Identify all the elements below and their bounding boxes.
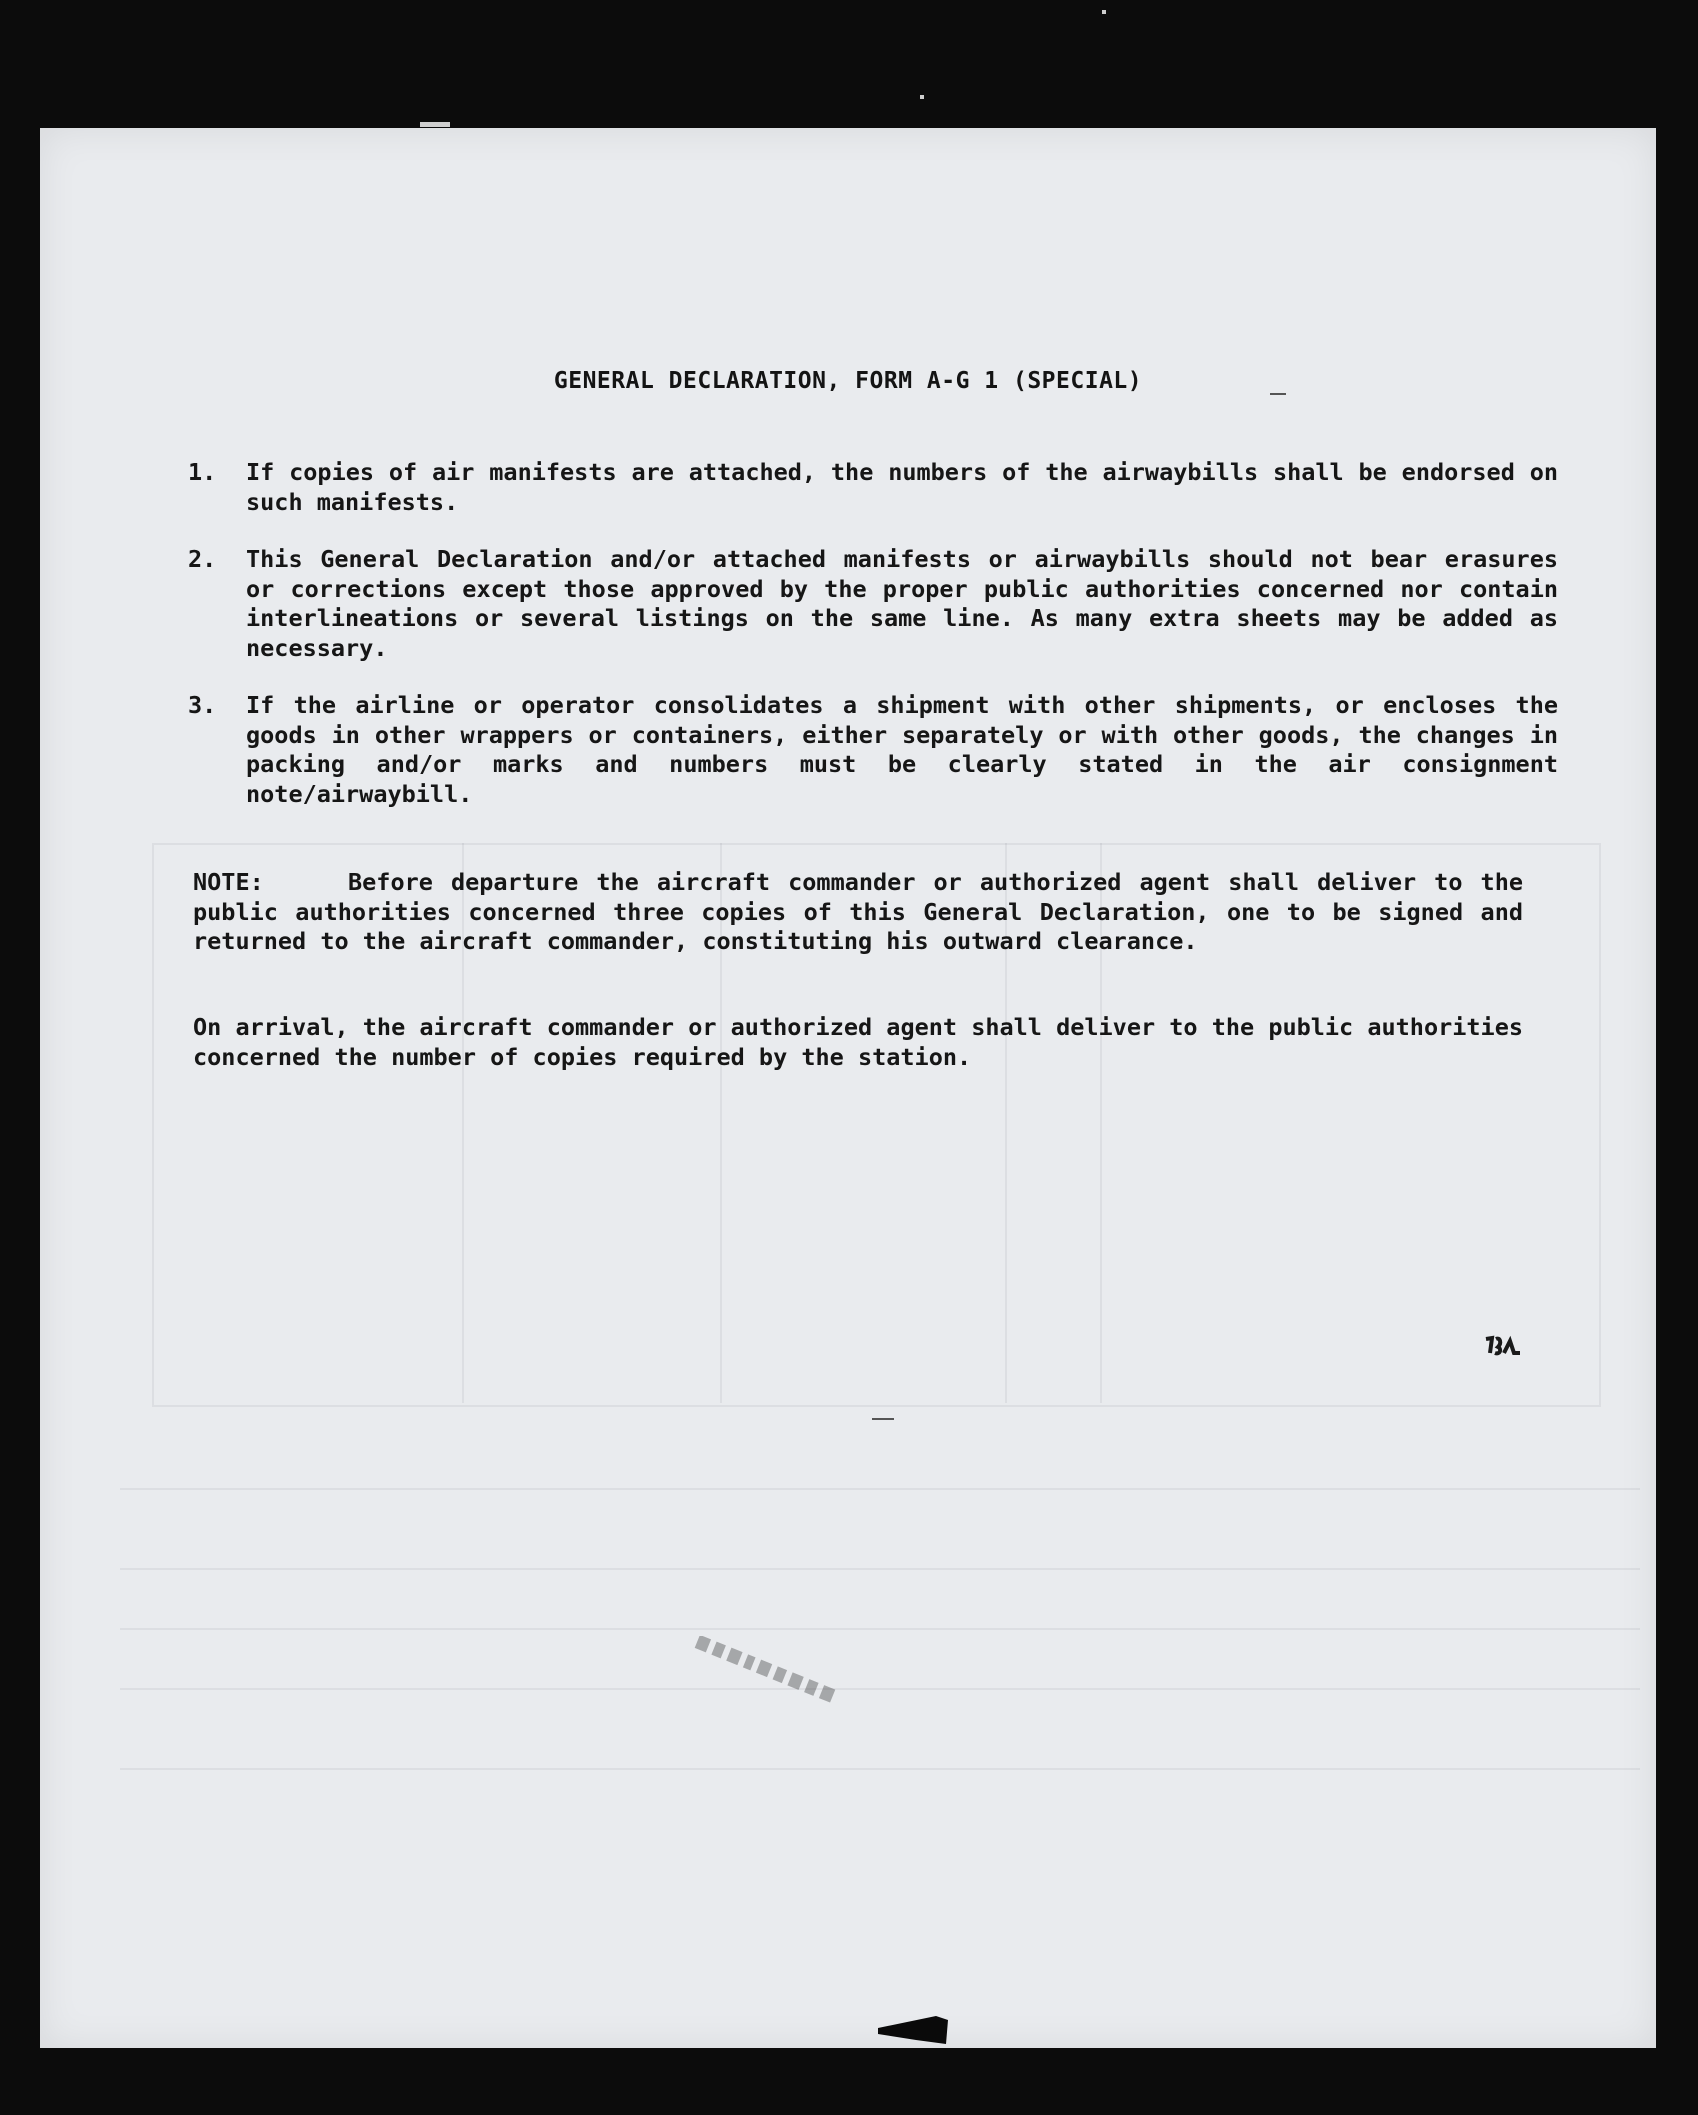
instruction-item-1	[188, 458, 1558, 517]
bleed-through-rule	[120, 1568, 1640, 1570]
item-text: This General Declaration and/or attached manifests or airwaybills should not bear erasures or corrections except those approved by the proper public authorities concerned nor contain interlineations or several listings on the same line. As many extra sheets may be added as necessary.	[246, 545, 1558, 662]
note-text: Before departure the aircraft commander or authorized agent shall deliver to the public authorities concerned three copies of this General Declaration, one to be signed and returned to the aircraft commander, constituting his outward clearance.	[193, 868, 1523, 955]
instruction-item-2	[188, 545, 1558, 663]
item-text: If the airline or operator consolidates a shipment with other shipments, or encloses the goods in other wrappers or containers, either separately or with other goods, the changes in packing and/or marks and numbers must be clearly stated in the air consignment note/airwaybill.	[246, 691, 1558, 808]
document-title: GENERAL DECLARATION, FORM A-G 1 (SPECIAL)	[553, 368, 1143, 394]
faint-stamp	[680, 1636, 870, 1716]
document-sheet	[40, 128, 1656, 2048]
handwritten-mark	[1484, 1335, 1522, 1357]
bleed-through-rule	[120, 1628, 1640, 1630]
note-paragraph	[193, 868, 1523, 957]
bleed-through-rule	[120, 1488, 1640, 1490]
instruction-item-3	[188, 691, 1558, 809]
item-number: 1.	[188, 458, 217, 486]
dust-speck	[920, 95, 924, 99]
item-number: 2.	[188, 545, 217, 573]
bleed-through-rule	[120, 1688, 1640, 1690]
item-text: If copies of air manifests are attached, the numbers of the airwaybills shall be endorsed on such manifests.	[246, 458, 1558, 516]
binder-clip	[876, 2010, 966, 2050]
arrival-paragraph: On arrival, the aircraft commander or authorized agent shall deliver to the public authorities concerned the number of copies required by the station.	[193, 1013, 1523, 1071]
item-number: 3.	[188, 691, 217, 719]
dust-speck	[420, 122, 450, 127]
note-label: NOTE:	[193, 868, 264, 896]
dust-speck	[1102, 10, 1106, 14]
stray-mark	[1270, 393, 1286, 395]
bleed-through-rule	[120, 1768, 1640, 1770]
stray-mark	[872, 1418, 894, 1420]
